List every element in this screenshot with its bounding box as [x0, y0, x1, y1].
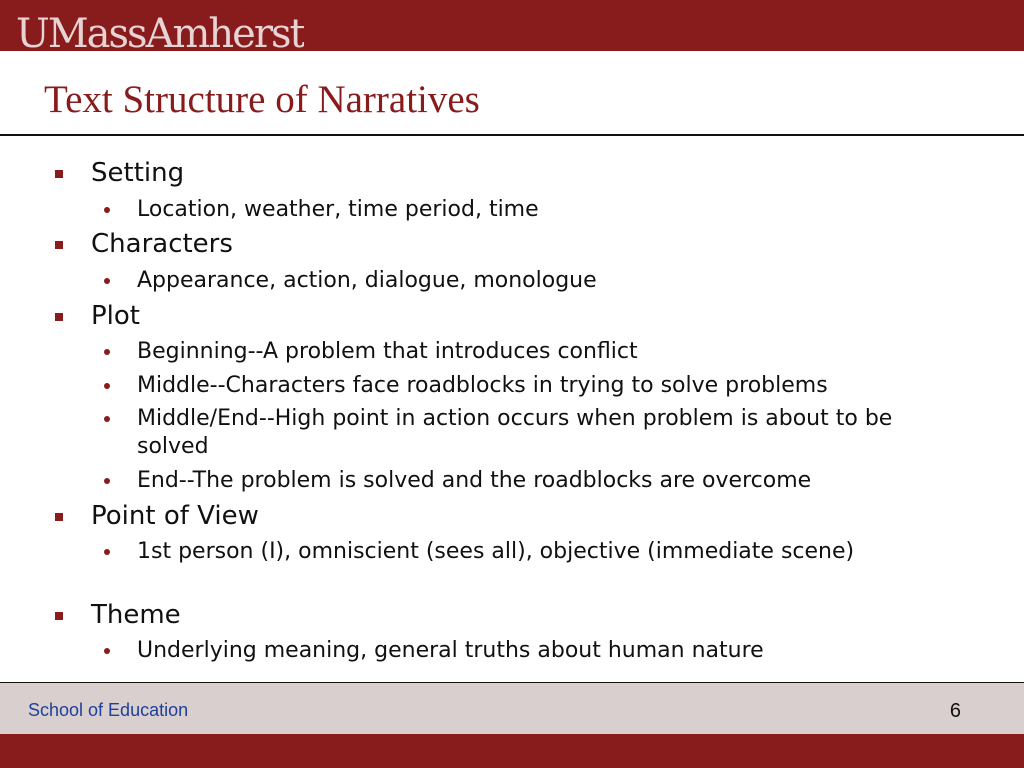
square-bullet-icon	[55, 170, 63, 178]
round-bullet-icon	[104, 648, 110, 654]
section-heading: Plot	[91, 301, 141, 331]
section-heading: Theme	[91, 600, 181, 630]
round-bullet-icon	[104, 349, 110, 355]
footer-label: School of Education	[28, 700, 189, 720]
title-divider	[0, 134, 1024, 136]
section-point: Middle/End--High point in action occurs when problem is about to be solved	[137, 406, 893, 459]
footer-band	[0, 683, 1024, 734]
section-heading: Point of View	[91, 501, 259, 531]
section-point: Beginning--A problem that introduces conflict	[137, 339, 638, 364]
round-bullet-icon	[104, 278, 110, 284]
slide-title: Text Structure of Narratives	[44, 78, 480, 121]
umass-amherst-logo: UMassAmherst	[16, 11, 304, 51]
square-bullet-icon	[55, 241, 63, 249]
round-bullet-icon	[104, 549, 110, 555]
round-bullet-icon	[104, 207, 110, 213]
section-point: 1st person (I), omniscient (sees all), objective (immediate scene)	[137, 539, 855, 564]
section-heading: Characters	[91, 229, 233, 259]
section-heading: Setting	[91, 158, 185, 188]
square-bullet-icon	[55, 513, 63, 521]
header-bar	[0, 0, 1024, 51]
square-bullet-icon	[55, 313, 63, 321]
round-bullet-icon	[104, 383, 110, 389]
section-point: Location, weather, time period, time	[137, 197, 539, 222]
section-point: Underlying meaning, general truths about human nature	[137, 638, 764, 663]
section-point: End--The problem is solved and the roadblocks are overcome	[137, 468, 812, 493]
section-point: Middle--Characters face roadblocks in trying to solve problems	[137, 373, 828, 398]
page-number: 6	[949, 700, 961, 722]
bottom-bar	[0, 734, 1024, 768]
section-point: Appearance, action, dialogue, monologue	[137, 268, 597, 293]
round-bullet-icon	[104, 416, 110, 422]
square-bullet-icon	[55, 612, 63, 620]
round-bullet-icon	[104, 478, 110, 484]
